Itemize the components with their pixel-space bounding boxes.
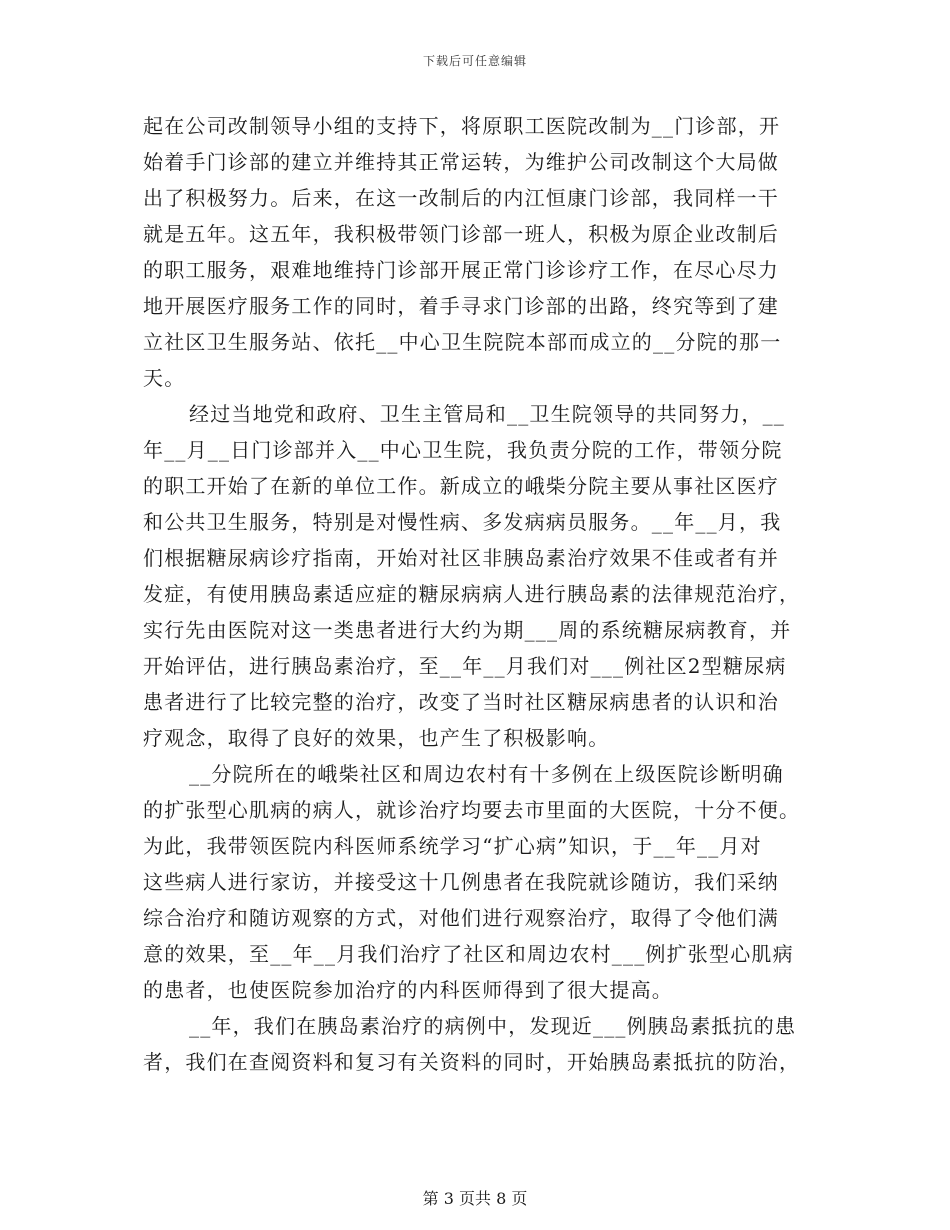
text-line: 起在公司改制领导小组的支持下，将原职工医院改制为__门诊部，开 (143, 114, 781, 138)
text-line: 实行先由医院对这一类患者进行大约为期___周的系统糖尿病教育，并 (143, 618, 792, 642)
text-line: 出了积极努力。后来，在这一改制后的内江恒康门诊部，我同样一干 (143, 186, 779, 210)
text-line: 经过当地党和政府、卫生主管局和__卫生院领导的共同努力，__ (189, 402, 785, 426)
text-line: __年，我们在胰岛素治疗的病例中，发现近___例胰岛素抵抗的患 (189, 1014, 797, 1038)
text-line: 患者进行了比较完整的治疗，改变了当时社区糖尿病患者的认识和治 (143, 690, 779, 714)
text-line: 为此，我带领医院内科医师系统学习“扩心病”知识，于__年__月对 (143, 834, 762, 858)
text-line: 就是五年。这五年，我积极带领门诊部一班人，积极为原企业改制后 (143, 222, 779, 246)
page-header: 下载后可任意编辑 (422, 54, 527, 68)
text-line: 的扩张型心肌病的病人，就诊治疗均要去市里面的大医院，十分不便。 (143, 798, 801, 822)
text-line: 年__月__日门诊部并入__中心卫生院，我负责分院的工作，带领分院 (143, 438, 783, 462)
text-line: __分院所在的峨柴社区和周边农村有十多例在上级医院诊断明确 (189, 762, 784, 786)
document-body (143, 108, 813, 1080)
text-line: 疗观念，取得了良好的效果，也产生了积极影响。 (143, 726, 610, 750)
text-line: 这些病人进行家访，并接受这十几例患者在我院就诊随访，我们采纳 (143, 870, 779, 894)
text-line: 者，我们在查阅资料和复习有关资料的同时，开始胰岛素抵抗的防治， (143, 1050, 801, 1074)
text-line: 开始评估，进行胰岛素治疗，至__年__月我们对___例社区2型糖尿病 (143, 654, 787, 678)
text-line: 始着手门诊部的建立并维持其正常运转，为维护公司改制这个大局做 (143, 150, 779, 174)
text-line: 的职工服务，艰难地维持门诊部开展正常门诊诊疗工作，在尽心尽力 (143, 258, 779, 282)
page-footer: 第 3 页共 8 页 (422, 1189, 528, 1208)
text-line: 和公共卫生服务，特别是对慢性病、多发病病员服务。__年__月，我 (143, 510, 782, 534)
text-line: 地开展医疗服务工作的同时，着手寻求门诊部的出路，终究等到了建 (143, 294, 779, 318)
text-line: 综合治疗和随访观察的方式，对他们进行观察治疗，取得了令他们满 (143, 906, 779, 930)
text-line: 天。 (143, 366, 186, 390)
text-line: 发症，有使用胰岛素适应症的糖尿病病人进行胰岛素的法律规范治疗， (143, 582, 801, 606)
text-line: 立社区卫生服务站、依托__中心卫生院院本部而成立的__分院的那一 (143, 330, 782, 354)
text-line: 意的效果，至__年__月我们治疗了社区和周边农村___例扩张型心肌病 (143, 942, 794, 966)
text-line: 的患者，也使医院参加治疗的内科医师得到了很大提高。 (143, 978, 673, 1002)
text-line: 的职工开始了在新的单位工作。新成立的峨柴分院主要从事社区医疗 (143, 474, 779, 498)
text-line: 们根据糖尿病诊疗指南，开始对社区非胰岛素治疗效果不佳或者有并 (143, 546, 779, 570)
